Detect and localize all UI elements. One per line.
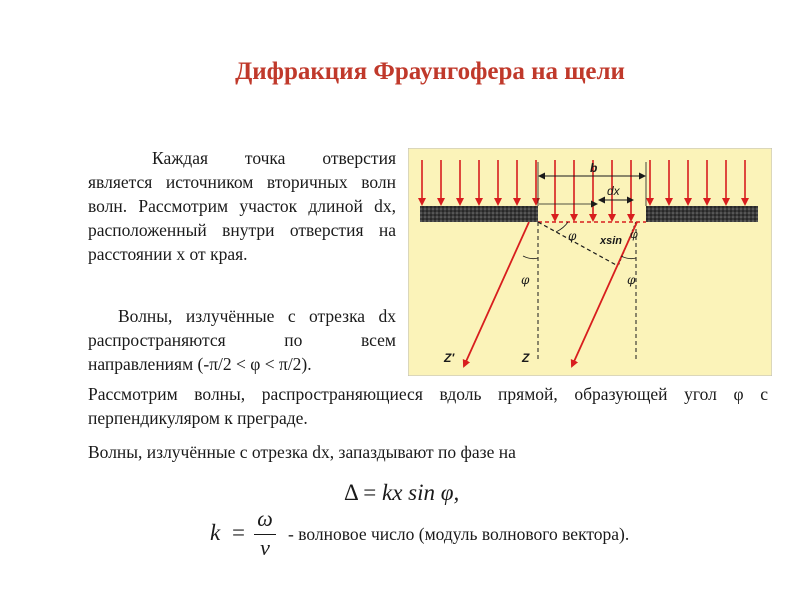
paragraph-phase: Волны, излучённые с отрезка dx, запаздывают по фазе на <box>88 442 516 462</box>
wavenumber-symbol: k <box>210 520 221 545</box>
label-phi-right: φ <box>627 273 636 287</box>
screen-right <box>646 206 758 222</box>
formula-rhs: kx sin φ, <box>382 480 460 505</box>
phase-delay-formula <box>344 480 459 506</box>
fraction-denominator: v <box>260 535 270 560</box>
label-xsin: xsin <box>600 235 623 247</box>
wavenumber-fraction <box>254 506 276 561</box>
label-phi-slit: φ <box>630 228 638 241</box>
diagram-background <box>408 148 772 376</box>
formula-delta: Δ <box>344 480 358 505</box>
label-phi-top: φ <box>568 229 577 243</box>
paragraph-angle: Рассмотрим волны, распространяющиеся вдоль прямой, образующей угол φ с перпендикуляром к преграде. <box>88 384 768 428</box>
label-z: Z <box>522 351 530 365</box>
screen-left <box>420 206 538 222</box>
page-title: Дифракция Фраунгофера на щели <box>235 58 625 85</box>
wavenumber-equals: = <box>232 520 245 545</box>
slit-diagram <box>408 148 772 376</box>
label-z-prime: Z′ <box>444 351 455 365</box>
label-phi-left: φ <box>521 273 530 287</box>
label-b: b <box>590 161 598 175</box>
fraction-numerator: ω <box>257 506 273 531</box>
label-dx: dx <box>607 184 620 198</box>
paragraph-intro: Каждая точка отверстия является источником вторичных волн волн. Рассмотрим участок длиной dx, расположенный внутри отверстия на расстоянии x от края. <box>88 148 396 264</box>
wavenumber-description: - волновое число (модуль волнового вектора). <box>288 524 630 544</box>
formula-equals: = <box>363 480 377 505</box>
paragraph-directions: Волны, излучённые с отрезка dx распространяются по всем направлениям (-π/2 < φ < π/2). <box>88 306 396 374</box>
